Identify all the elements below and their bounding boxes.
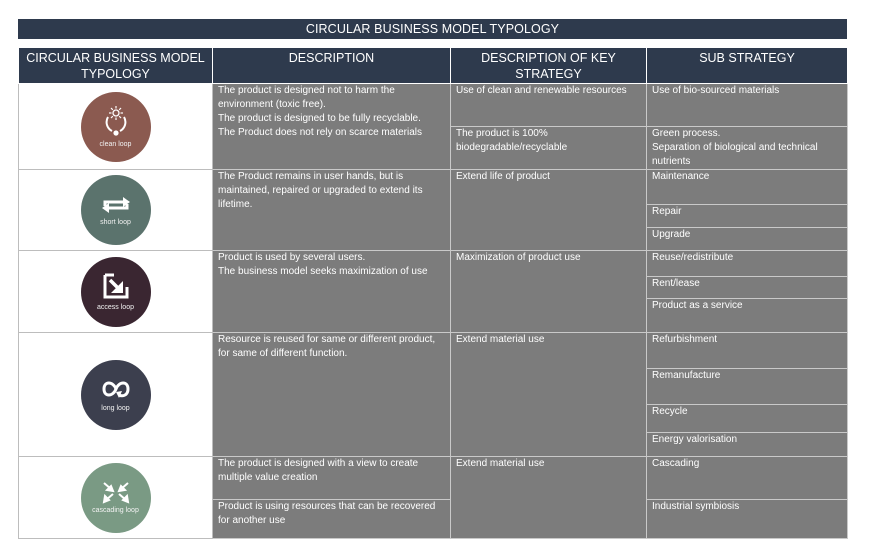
clean-strategy-1-text: Use of clean and renewable resources — [456, 85, 627, 96]
cascading-loop-icon — [101, 480, 131, 504]
header-typology: CIRCULAR BUSINESS MODEL TYPOLOGY — [19, 48, 213, 84]
cascading-strategy-text: Extend material use — [456, 458, 545, 469]
cascading-sub-2 — [647, 500, 848, 539]
short-description — [213, 170, 451, 251]
short-sub-1 — [647, 170, 848, 205]
clean-description-text: The product is designed not to harm the environment (toxic free). The product is designed to be fully recyclable. The Product does not rely on scarce materials — [218, 85, 422, 138]
long-sub-4-text: Energy valorisation — [652, 434, 738, 445]
access-loop-label: access loop — [97, 304, 134, 311]
long-description — [213, 333, 451, 457]
access-sub-2 — [647, 277, 848, 299]
short-loop-cell — [19, 170, 213, 251]
long-sub-4 — [647, 433, 848, 457]
typology-table — [18, 47, 848, 539]
access-strategy-text: Maximization of product use — [456, 252, 581, 263]
long-sub-1 — [647, 333, 848, 369]
long-loop-cell — [19, 333, 213, 457]
short-sub-2-text: Repair — [652, 206, 682, 217]
short-sub-3 — [647, 228, 848, 251]
short-sub-2 — [647, 205, 848, 228]
clean-sub-1 — [647, 84, 848, 127]
clean-strategy-2-text: The product is 100% biodegradable/recyclable — [456, 128, 568, 153]
header-row — [19, 48, 848, 84]
access-loop-icon — [101, 271, 131, 301]
cascading-loop-label: cascading loop — [92, 507, 139, 514]
table-row — [19, 333, 848, 369]
header-sub-strategy: SUB STRATEGY — [647, 48, 848, 84]
clean-loop-badge — [81, 92, 151, 162]
access-description — [213, 251, 451, 333]
short-strategy — [451, 170, 647, 251]
cascading-loop-badge — [81, 463, 151, 533]
clean-loop-icon — [99, 104, 133, 138]
short-description-text: The Product remains in user hands, but is maintained, repaired or upgraded to extend its lifetime. — [218, 171, 423, 210]
clean-description — [213, 84, 451, 170]
page-title: CIRCULAR BUSINESS MODEL TYPOLOGY — [18, 19, 847, 39]
long-sub-2 — [647, 369, 848, 405]
access-sub-3 — [647, 299, 848, 333]
table-row — [19, 457, 848, 500]
cascading-description-1 — [213, 457, 451, 500]
long-sub-3-text: Recycle — [652, 406, 688, 417]
table-row — [19, 251, 848, 277]
access-description-text: Product is used by several users. The business model seeks maximization of use — [218, 252, 428, 277]
header-description: DESCRIPTION — [213, 48, 451, 84]
cascading-description-1-text: The product is designed with a view to create multiple value creation — [218, 458, 419, 483]
access-sub-3-text: Product as a service — [652, 300, 743, 311]
table-row — [19, 84, 848, 127]
long-sub-2-text: Remanufacture — [652, 370, 721, 381]
access-sub-1-text: Reuse/redistribute — [652, 252, 734, 263]
cascading-loop-cell — [19, 457, 213, 539]
long-loop-label: long loop — [101, 405, 130, 412]
long-strategy-text: Extend material use — [456, 334, 545, 345]
short-strategy-text: Extend life of product — [456, 171, 550, 182]
long-strategy — [451, 333, 647, 457]
table-row — [19, 170, 848, 205]
short-sub-1-text: Maintenance — [652, 171, 710, 182]
cascading-sub-1-text: Cascading — [652, 458, 700, 469]
cascading-sub-2-text: Industrial symbiosis — [652, 501, 740, 512]
clean-loop-cell — [19, 84, 213, 170]
short-loop-icon — [99, 194, 133, 216]
access-loop-badge — [81, 257, 151, 327]
access-sub-1 — [647, 251, 848, 277]
long-loop-badge — [81, 360, 151, 430]
clean-sub-1-text: Use of bio-sourced materials — [652, 85, 780, 96]
access-loop-cell — [19, 251, 213, 333]
access-sub-2-text: Rent/lease — [652, 278, 700, 289]
short-loop-badge — [81, 175, 151, 245]
long-sub-1-text: Refurbishment — [652, 334, 718, 345]
long-description-text: Resource is reused for same or different product, for same of different function. — [218, 334, 436, 359]
clean-strategy-1 — [451, 84, 647, 127]
short-loop-label: short loop — [100, 218, 131, 226]
long-sub-3 — [647, 405, 848, 433]
clean-strategy-2 — [451, 127, 647, 170]
clean-sub-2 — [647, 127, 848, 170]
clean-sub-2-text: Green process. Separation of biological and technical nutrients — [652, 128, 818, 167]
long-loop-icon — [99, 376, 133, 402]
cascading-description-2 — [213, 500, 451, 539]
access-strategy — [451, 251, 647, 333]
cascading-description-2-text: Product is using resources that can be recovered for another use — [218, 501, 436, 526]
cascading-strategy — [451, 457, 647, 539]
clean-loop-label: clean loop — [99, 141, 132, 148]
cascading-sub-1 — [647, 457, 848, 500]
short-sub-3-text: Upgrade — [652, 229, 691, 240]
header-key-strategy: DESCRIPTION OF KEY STRATEGY — [451, 48, 647, 84]
